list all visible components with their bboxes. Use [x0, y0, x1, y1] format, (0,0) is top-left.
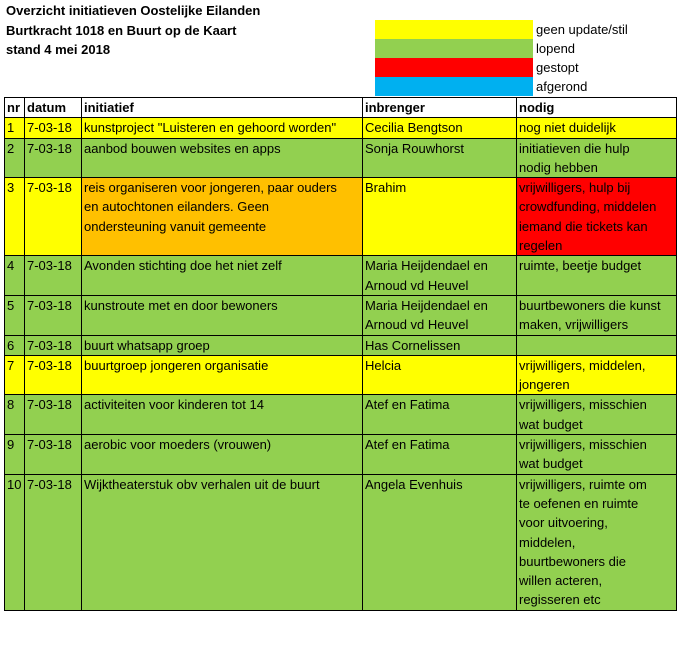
legend-label: geen update/stil: [536, 22, 628, 37]
initiatives-table: [4, 97, 677, 611]
cell-nodig[interactable]: nog niet duidelijk: [517, 118, 677, 138]
cell-nr[interactable]: 7: [5, 355, 25, 395]
cell-nr[interactable]: 3: [5, 178, 25, 256]
table-row: [5, 355, 677, 395]
table-header-row: [5, 98, 677, 118]
cell-initiatief[interactable]: activiteiten voor kinderen tot 14: [82, 395, 363, 435]
table-row: [5, 256, 677, 296]
cell-datum[interactable]: 7-03-18: [25, 178, 82, 256]
sheet-title: Overzicht initiatieven Oostelijke Eilanden: [6, 3, 261, 18]
legend-swatch-blue: [375, 77, 533, 96]
cell-inbrenger[interactable]: Sonja Rouwhorst: [363, 138, 517, 178]
cell-initiatief[interactable]: buurtgroep jongeren organisatie: [82, 355, 363, 395]
cell-nodig[interactable]: [517, 335, 677, 355]
cell-nodig[interactable]: vrijwilligers, misschien wat budget: [517, 435, 677, 475]
cell-nodig[interactable]: initiatieven die hulp nodig hebben: [517, 138, 677, 178]
cell-nr[interactable]: 1: [5, 118, 25, 138]
table-row: [5, 335, 677, 355]
cell-nr[interactable]: 10: [5, 474, 25, 610]
cell-initiatief[interactable]: reis organiseren voor jongeren, paar ouders en autochtonen eilanders. Geen ondersteuning vanuit gemeente: [82, 178, 363, 256]
legend-swatch-red: [375, 58, 533, 77]
column-header[interactable]: datum: [25, 98, 82, 118]
cell-datum[interactable]: 7-03-18: [25, 118, 82, 138]
table-row: [5, 435, 677, 475]
sheet-date: stand 4 mei 2018: [6, 42, 111, 57]
cell-nr[interactable]: 4: [5, 256, 25, 296]
table-row: [5, 138, 677, 178]
cell-nodig[interactable]: vrijwilligers, ruimte om te oefenen en ruimte voor uitvoering, middelen, buurtbewoners die willen acteren, regisseren etc: [517, 474, 677, 610]
cell-inbrenger[interactable]: Has Cornelissen: [363, 335, 517, 355]
cell-nodig[interactable]: ruimte, beetje budget: [517, 256, 677, 296]
cell-initiatief[interactable]: Avonden stichting doe het niet zelf: [82, 256, 363, 296]
cell-inbrenger[interactable]: Atef en Fatima: [363, 395, 517, 435]
column-header[interactable]: initiatief: [82, 98, 363, 118]
table-row: [5, 395, 677, 435]
legend-swatch-yellow: [375, 20, 533, 39]
cell-datum[interactable]: 7-03-18: [25, 256, 82, 296]
column-header[interactable]: nr: [5, 98, 25, 118]
cell-nr[interactable]: 2: [5, 138, 25, 178]
cell-initiatief[interactable]: aerobic voor moeders (vrouwen): [82, 435, 363, 475]
column-header[interactable]: nodig: [517, 98, 677, 118]
cell-datum[interactable]: 7-03-18: [25, 335, 82, 355]
cell-inbrenger[interactable]: Cecilia Bengtson: [363, 118, 517, 138]
table-row: [5, 178, 677, 256]
cell-inbrenger[interactable]: Helcia: [363, 355, 517, 395]
legend-label: afgerond: [536, 79, 588, 94]
cell-nodig[interactable]: vrijwilligers, middelen, jongeren: [517, 355, 677, 395]
cell-datum[interactable]: 7-03-18: [25, 395, 82, 435]
cell-nr[interactable]: 8: [5, 395, 25, 435]
column-header[interactable]: inbrenger: [363, 98, 517, 118]
cell-nodig[interactable]: vrijwilligers, misschien wat budget: [517, 395, 677, 435]
cell-nr[interactable]: 5: [5, 295, 25, 335]
cell-inbrenger[interactable]: Maria Heijdendael en Arnoud vd Heuvel: [363, 295, 517, 335]
table-row: [5, 474, 677, 610]
legend-label: lopend: [536, 41, 576, 56]
cell-datum[interactable]: 7-03-18: [25, 355, 82, 395]
cell-initiatief[interactable]: kunstproject "Luisteren en gehoord worden": [82, 118, 363, 138]
legend-label: gestopt: [536, 60, 579, 75]
cell-nodig[interactable]: vrijwilligers, hulp bij crowdfunding, middelen iemand die tickets kan regelen: [517, 178, 677, 256]
cell-datum[interactable]: 7-03-18: [25, 435, 82, 475]
cell-nodig[interactable]: buurtbewoners die kunst maken, vrijwilligers: [517, 295, 677, 335]
cell-initiatief[interactable]: buurt whatsapp groep: [82, 335, 363, 355]
cell-inbrenger[interactable]: Angela Evenhuis: [363, 474, 517, 610]
cell-nr[interactable]: 9: [5, 435, 25, 475]
cell-datum[interactable]: 7-03-18: [25, 138, 82, 178]
cell-initiatief[interactable]: kunstroute met en door bewoners: [82, 295, 363, 335]
cell-initiatief[interactable]: Wijktheaterstuk obv verhalen uit de buurt: [82, 474, 363, 610]
cell-initiatief[interactable]: aanbod bouwen websites en apps: [82, 138, 363, 178]
table-row: [5, 118, 677, 138]
table-row: [5, 295, 677, 335]
cell-nr[interactable]: 6: [5, 335, 25, 355]
legend-swatch-green: [375, 39, 533, 58]
cell-inbrenger[interactable]: Brahim: [363, 178, 517, 256]
cell-inbrenger[interactable]: Maria Heijdendael en Arnoud vd Heuvel: [363, 256, 517, 296]
sheet-subtitle: Burtkracht 1018 en Buurt op de Kaart: [6, 23, 237, 38]
cell-datum[interactable]: 7-03-18: [25, 295, 82, 335]
cell-inbrenger[interactable]: Atef en Fatima: [363, 435, 517, 475]
cell-datum[interactable]: 7-03-18: [25, 474, 82, 610]
